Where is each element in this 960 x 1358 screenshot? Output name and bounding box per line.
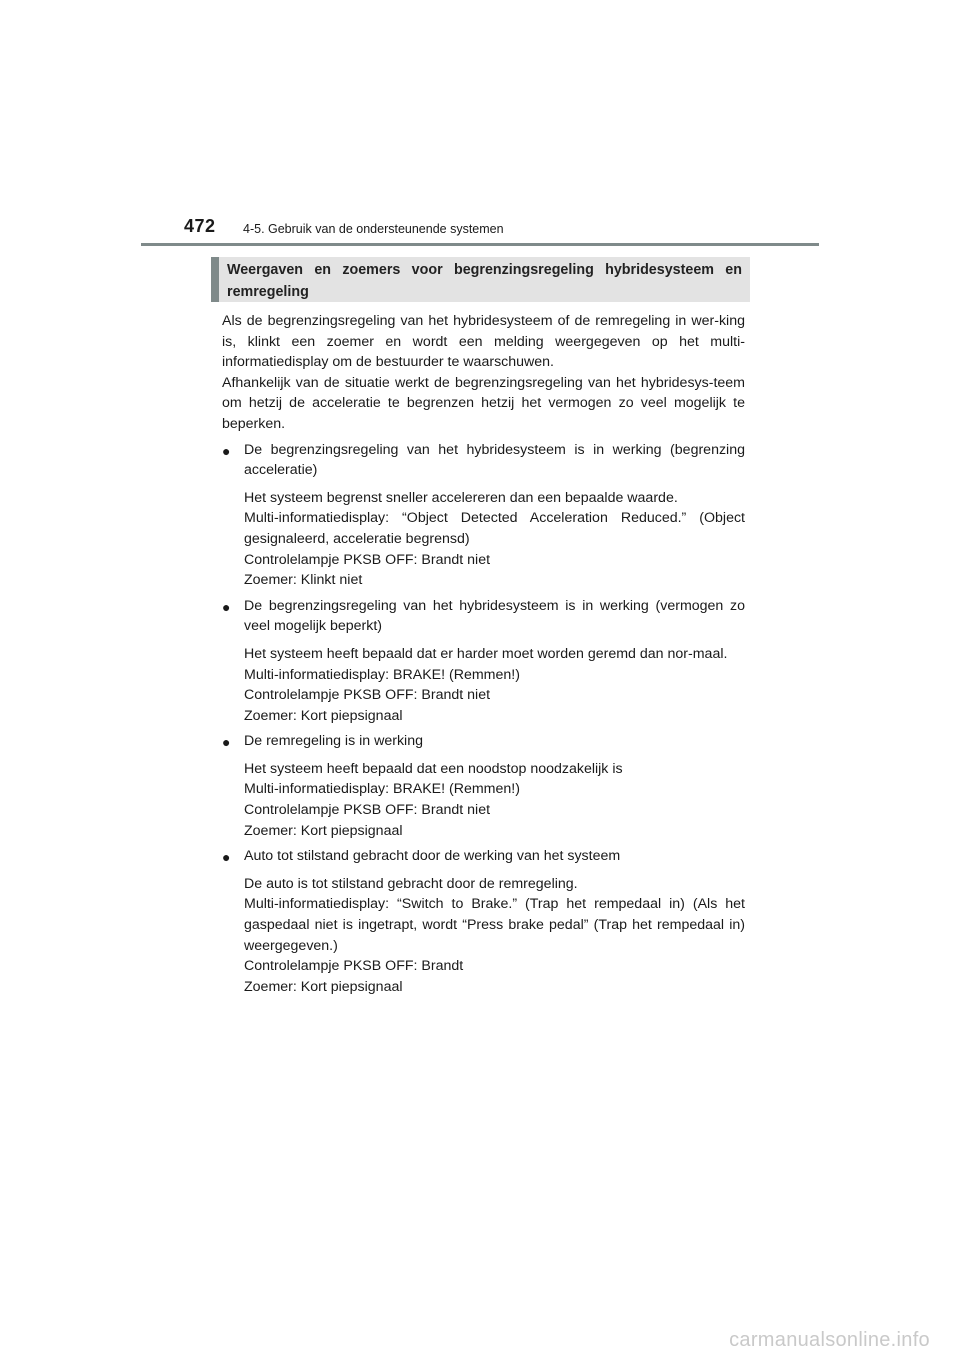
bullet-detail-line: Zoemer: Kort piepsignaal — [244, 822, 403, 839]
bullet-detail-line: Controlelampje PKSB OFF: Brandt niet — [244, 802, 491, 819]
bullet-detail-line: Het systeem heeft bepaald dat een noodstop noodzakelijk is — [244, 760, 623, 777]
bullet-detail-line: Controlelampje PKSB OFF: Brandt — [244, 958, 464, 975]
bullet-detail-line: Multi-informatiedisplay: “Object Detected Acceleration Reduced.” (Object gesignaleerd, acceleratie begrensd) — [244, 510, 745, 547]
bullet-heading: De begrenzingsregeling van het hybridesysteem is in werking (begrenzing acceleratie) — [244, 441, 745, 479]
bullet-heading: Auto tot stilstand gebracht door de werking van het systeem — [244, 848, 621, 865]
bullet-item — [222, 440, 745, 591]
bullet-item — [222, 596, 745, 727]
header-divider — [141, 243, 819, 246]
page-number: 472 — [184, 216, 216, 236]
bullet-details — [244, 874, 745, 998]
bullet-dot-icon: ● — [222, 734, 231, 751]
bullet-dot-icon: ● — [222, 598, 231, 615]
watermark-logo: carmanualsonline.info — [729, 1329, 930, 1351]
bullet-details — [244, 644, 745, 726]
bullet-details — [244, 488, 745, 591]
bullet-detail-line: Multi-informatiedisplay: “Switch to Brake.” (Trap het rempedaal in) (Als het gaspedaal niet is ingetrapt, wordt “Press brake pedal” (Trap het rempedaal in) weergegeven.) — [244, 896, 745, 954]
subheading-box — [211, 257, 750, 302]
bullet-detail-line: Zoemer: Klinkt niet — [244, 572, 363, 589]
section-title: 4-5. Gebruik van de ondersteunende systemen — [243, 222, 504, 236]
bullet-detail-line: Controlelampje PKSB OFF: Brandt niet — [244, 687, 491, 704]
bullet-item — [222, 731, 745, 841]
intro-paragraph-2: Afhankelijk van de situatie werkt de begrenzingsregeling van het hybridesys-teem om hetzij de acceleratie te begrenzen hetzij het vermogen zo veel mogelijk te beperken. — [222, 374, 745, 432]
bullet-heading: De begrenzingsregeling van het hybridesysteem is in werking (vermogen zo veel mogelijk beperkt) — [244, 597, 745, 635]
bullet-detail-line: Controlelampje PKSB OFF: Brandt niet — [244, 551, 491, 568]
bullet-item — [222, 846, 745, 997]
bullet-detail-line: Multi-informatiedisplay: BRAKE! (Remmen!) — [244, 781, 520, 798]
subheading-title: Weergaven en zoemers voor begrenzingsregeling hybridesysteem en remregeling — [227, 262, 742, 300]
bullet-details — [244, 759, 745, 841]
bullet-detail-line: Zoemer: Kort piepsignaal — [244, 978, 403, 995]
bullet-dot-icon: ● — [222, 849, 231, 866]
bullet-dot-icon: ● — [222, 442, 231, 459]
intro-paragraph-1: Als de begrenzingsregeling van het hybridesysteem of de remregeling in wer-king is, klinkt een zoemer en wordt een melding weergegeven op het multi-informatiedisplay om de bestuurder te waarschuwen. — [222, 313, 745, 371]
body-text — [222, 311, 745, 997]
bullet-heading: De remregeling is in werking — [244, 733, 423, 750]
bullet-detail-line: Het systeem heeft bepaald dat er harder moet worden geremd dan nor-maal. — [244, 645, 728, 662]
bullet-detail-line: Multi-informatiedisplay: BRAKE! (Remmen!) — [244, 666, 520, 683]
bullet-detail-line: De auto is tot stilstand gebracht door de remregeling. — [244, 875, 578, 892]
bullet-detail-line: Zoemer: Kort piepsignaal — [244, 707, 403, 724]
bullet-detail-line: Het systeem begrenst sneller accelereren dan een bepaalde waarde. — [244, 489, 678, 506]
